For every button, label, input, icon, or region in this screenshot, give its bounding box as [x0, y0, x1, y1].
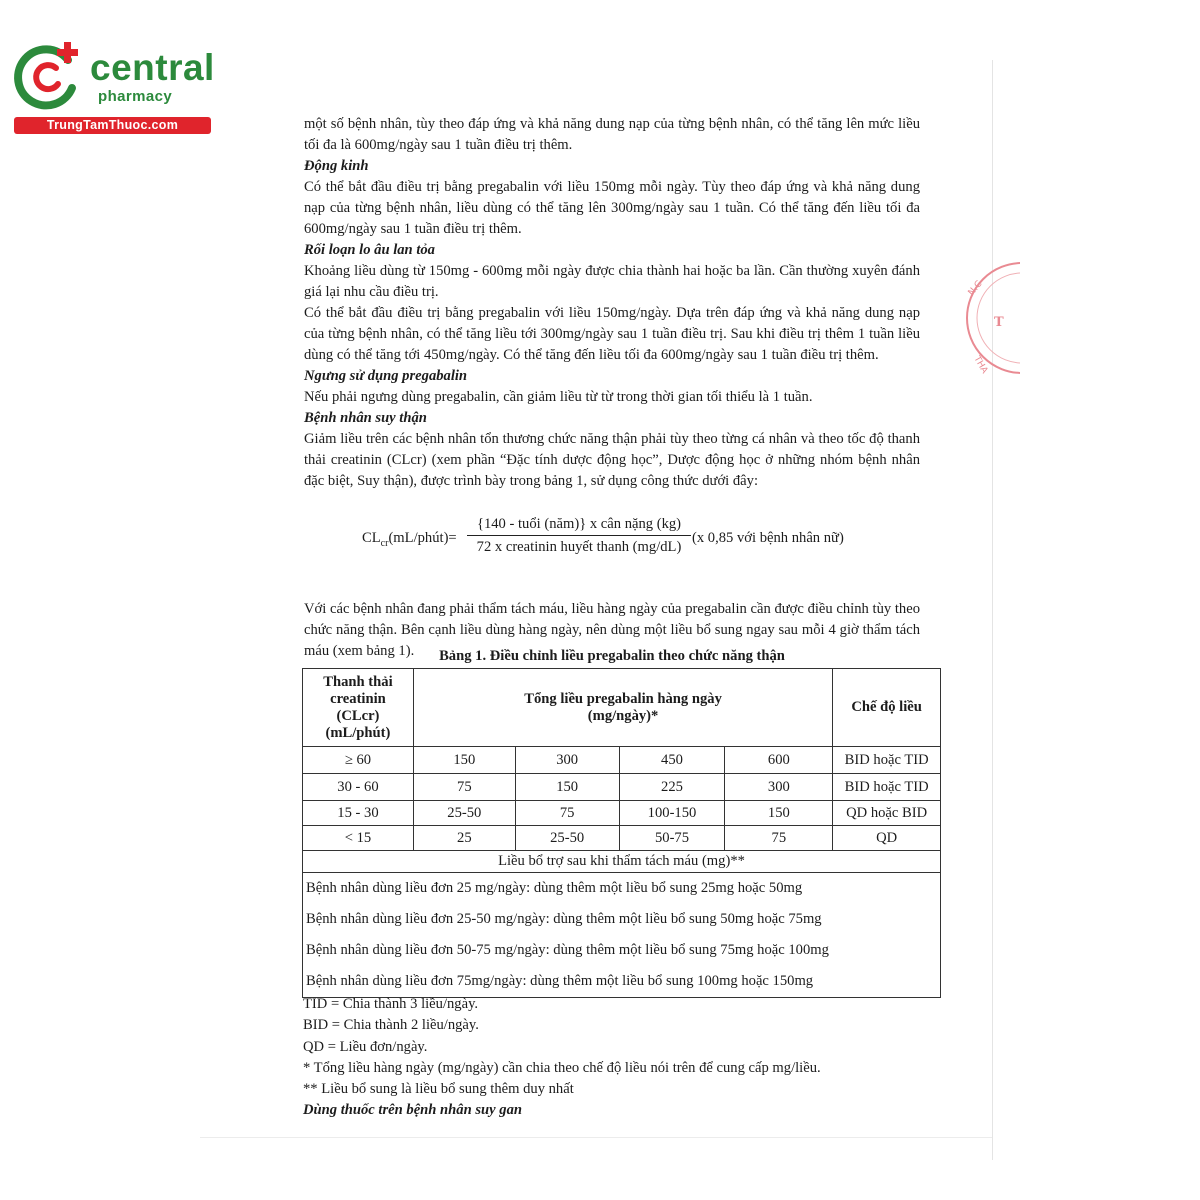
cell-dose: 100-150: [619, 801, 725, 826]
footnote-star2: ** Liều bổ sung là liều bổ sung thêm duy nhất: [303, 1081, 574, 1098]
cell-regimen: QD hoặc BID: [833, 801, 941, 826]
cell-dose: 300: [725, 774, 833, 801]
cell-dose: 150: [725, 801, 833, 826]
cell-dose: 75: [725, 826, 833, 851]
clcr-formula: [362, 516, 882, 566]
cell-clcr: ≥ 60: [303, 747, 414, 774]
heading-epilepsy: Động kinh: [304, 158, 369, 174]
cell-dose: 150: [413, 747, 515, 774]
table-row: [303, 747, 941, 774]
page-edge: [992, 60, 993, 1160]
cell-clcr: 30 - 60: [303, 774, 414, 801]
supplement-header-row: [303, 851, 941, 873]
cell-dose: 300: [515, 747, 619, 774]
pharmacy-cross-icon: [10, 38, 86, 114]
formula-female-factor: (x 0,85 với bệnh nhân nữ): [692, 530, 844, 546]
cell-clcr: < 15: [303, 826, 414, 851]
stamp-seal: [960, 248, 1020, 388]
table-row: [303, 801, 941, 826]
header-total-dose: Tổng liều pregabalin hàng ngày (mg/ngày)*: [413, 669, 832, 747]
table-row: [303, 826, 941, 851]
table-header-row: [303, 669, 941, 747]
cell-clcr: 15 - 30: [303, 801, 414, 826]
footnotes: [303, 994, 919, 1122]
cell-dose: 225: [619, 774, 725, 801]
svg-text:T: T: [994, 315, 1004, 330]
supplement-header: Liều bổ trợ sau khi thẩm tách máu (mg)**: [303, 851, 941, 873]
heading-anxiety: Rối loạn lo âu lan tỏa: [304, 242, 435, 258]
heading-stop: Ngưng sử dụng pregabalin: [304, 368, 468, 384]
paragraph-renal: Giảm liều trên các bệnh nhân tổn thương chức năng thận phải tùy theo từng cá nhân và theo tốc độ thanh thải creatinin (CLcr) (xem phần “Đặc tính dược động học”, Dược động học ở những nhóm bệnh nhân đặc biệt, Suy thận), được trình bày trong bảng 1, sử dụng công thức dưới đây:: [304, 431, 920, 489]
supplement-line: Bệnh nhân dùng liều đơn 75mg/ngày: dùng thêm một liều bổ sung 100mg hoặc 150mg: [306, 973, 814, 989]
logo-subtitle: pharmacy: [98, 88, 173, 105]
heading-liver: Dùng thuốc trên bệnh nhân suy gan: [303, 1102, 522, 1119]
supplement-cell: [303, 873, 941, 998]
paragraph-anxiety-1: Khoảng liều dùng từ 150mg - 600mg mỗi ngày được chia thành hai hoặc ba lần. Cần thường xuyên đánh giá lại nhu cầu điều trị.: [304, 263, 920, 300]
footnote-bid: BID = Chia thành 2 liều/ngày.: [303, 1017, 479, 1034]
paragraph-intro: một số bệnh nhân, tùy theo đáp ứng và khả năng dung nạp của từng bệnh nhân, có thể tăng lên mức liều tối đa là 600mg/ngày sau 1 tuần điều trị thêm.: [304, 116, 920, 153]
cell-regimen: BID hoặc TID: [833, 774, 941, 801]
cell-dose: 25-50: [515, 826, 619, 851]
formula-lhs-unit: (mL/phút)=: [388, 530, 457, 546]
formula-fraction: [467, 516, 691, 556]
central-pharmacy-logo[interactable]: [10, 38, 225, 138]
svg-text:THA: THA: [971, 354, 990, 376]
cell-regimen: QD: [833, 826, 941, 851]
cell-dose: 600: [725, 747, 833, 774]
dose-adjustment-table: [302, 668, 941, 998]
formula-lhs-main: CL: [362, 530, 381, 546]
cell-dose: 50-75: [619, 826, 725, 851]
svg-text:N.C: N.C: [966, 279, 985, 298]
formula-lhs-sub: cr: [380, 537, 389, 549]
cell-dose: 75: [413, 774, 515, 801]
logo-wordmark: central: [90, 47, 215, 88]
table-row: [303, 774, 941, 801]
document-body: [304, 114, 920, 492]
paragraph-stop: Nếu phải ngưng dùng pregabalin, cần giảm liều từ từ trong thời gian tối thiểu là 1 tuần.: [304, 389, 813, 405]
page-bottom-edge: [200, 1137, 992, 1138]
supplement-line: Bệnh nhân dùng liều đơn 25 mg/ngày: dùng thêm một liều bổ sung 25mg hoặc 50mg: [306, 880, 803, 896]
formula-numerator: {140 - tuổi (năm)} x cân nặng (kg): [467, 516, 691, 536]
cell-dose: 25: [413, 826, 515, 851]
cell-dose: 450: [619, 747, 725, 774]
logo-website[interactable]: TrungTamThuoc.com: [14, 117, 211, 134]
footnote-star1: * Tổng liều hàng ngày (mg/ngày) cần chia theo chế độ liều nói trên để cung cấp mg/liều.: [303, 1059, 821, 1076]
supplement-line: Bệnh nhân dùng liều đơn 25-50 mg/ngày: dùng thêm một liều bổ sung 50mg hoặc 75mg: [306, 911, 822, 927]
footnote-tid: TID = Chia thành 3 liều/ngày.: [303, 996, 479, 1012]
header-clcr: Thanh thải creatinin (CLcr) (mL/phút): [303, 669, 414, 747]
cell-dose: 150: [515, 774, 619, 801]
heading-renal: Bệnh nhân suy thận: [304, 410, 427, 426]
formula-denominator: 72 x creatinin huyết thanh (mg/dL): [476, 539, 682, 555]
cell-regimen: BID hoặc TID: [833, 747, 941, 774]
paragraph-epilepsy: Có thể bắt đầu điều trị bằng pregabalin với liều 150mg mỗi ngày. Tùy theo đáp ứng và khả năng dung nạp của từng bệnh nhân, liều dùng có thể tăng lên 300mg/ngày sau 1 tuần. Có thể tăng đến liều tối đa 600mg/ngày sau 1 tuần điều trị thêm.: [304, 179, 920, 237]
paragraph-dialysis: Với các bệnh nhân đang phải thẩm tách máu, liều hàng ngày của pregabalin cần được điều chỉnh tùy theo chức năng thận. Bên cạnh liều dùng hàng ngày, nên dùng một liều bổ sung ngay sau mỗi 4 giờ thẩm tách máu (xem bảng 1).: [304, 600, 920, 659]
table-title: Bảng 1. Điều chỉnh liều pregabalin theo chức năng thận: [439, 648, 785, 664]
supplement-row: [303, 873, 941, 998]
cell-dose: 75: [515, 801, 619, 826]
header-regimen: Chế độ liều: [833, 669, 941, 747]
supplement-line: Bệnh nhân dùng liều đơn 50-75 mg/ngày: dùng thêm một liều bổ sung 75mg hoặc 100mg: [306, 942, 829, 958]
formula-lhs: [362, 530, 457, 549]
paragraph-anxiety-2: Có thể bắt đầu điều trị bằng pregabalin với liều 150mg/ngày. Dựa trên đáp ứng và khả năng dung nạp của từng bệnh nhân, có thể tăng liều tới 300mg/ngày sau 1 tuần điều trị. Sau khi điều trị thêm 1 tuần liều dùng có thể tăng tới 450mg/ngày. Có thể tăng đến liều tối đa 600mg/ngày sau 1 tuần điều trị thêm.: [304, 305, 920, 363]
cell-dose: 25-50: [413, 801, 515, 826]
footnote-qd: QD = Liều đơn/ngày.: [303, 1038, 428, 1055]
